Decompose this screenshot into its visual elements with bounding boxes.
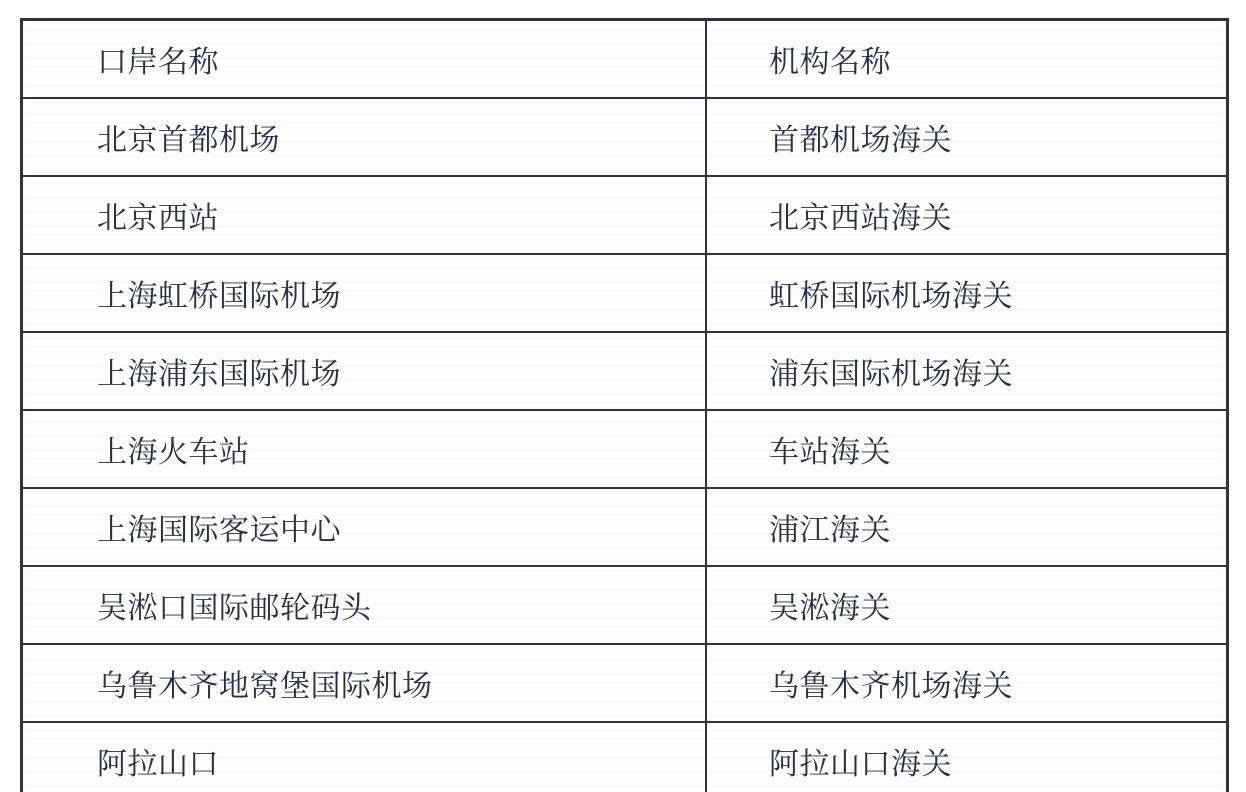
port-cell: 上海浦东国际机场 — [22, 332, 707, 410]
agency-cell: 阿拉山口海关 — [706, 722, 1228, 792]
table-row — [22, 332, 1228, 410]
table-row — [22, 176, 1228, 254]
agency-cell: 车站海关 — [706, 410, 1228, 488]
table-row — [22, 98, 1228, 176]
port-cell: 北京首都机场 — [22, 98, 707, 176]
table-row — [22, 410, 1228, 488]
agency-cell: 虹桥国际机场海关 — [706, 254, 1228, 332]
agency-cell: 浦江海关 — [706, 488, 1228, 566]
port-cell: 北京西站 — [22, 176, 707, 254]
agency-cell: 浦东国际机场海关 — [706, 332, 1228, 410]
port-cell: 乌鲁木齐地窝堡国际机场 — [22, 644, 707, 722]
table-row — [22, 566, 1228, 644]
port-cell: 上海火车站 — [22, 410, 707, 488]
table-row — [22, 254, 1228, 332]
column-header-port-name: 口岸名称 — [22, 20, 707, 99]
agency-cell: 北京西站海关 — [706, 176, 1228, 254]
agency-cell: 吴淞海关 — [706, 566, 1228, 644]
customs-ports-table — [20, 18, 1229, 792]
port-cell: 上海虹桥国际机场 — [22, 254, 707, 332]
table-row — [22, 722, 1228, 792]
agency-cell: 首都机场海关 — [706, 98, 1228, 176]
port-cell: 上海国际客运中心 — [22, 488, 707, 566]
port-cell: 阿拉山口 — [22, 722, 707, 792]
table-row — [22, 488, 1228, 566]
table-header-row — [22, 20, 1228, 99]
agency-cell: 乌鲁木齐机场海关 — [706, 644, 1228, 722]
port-cell: 吴淞口国际邮轮码头 — [22, 566, 707, 644]
table-row — [22, 644, 1228, 722]
column-header-agency-name: 机构名称 — [706, 20, 1228, 99]
